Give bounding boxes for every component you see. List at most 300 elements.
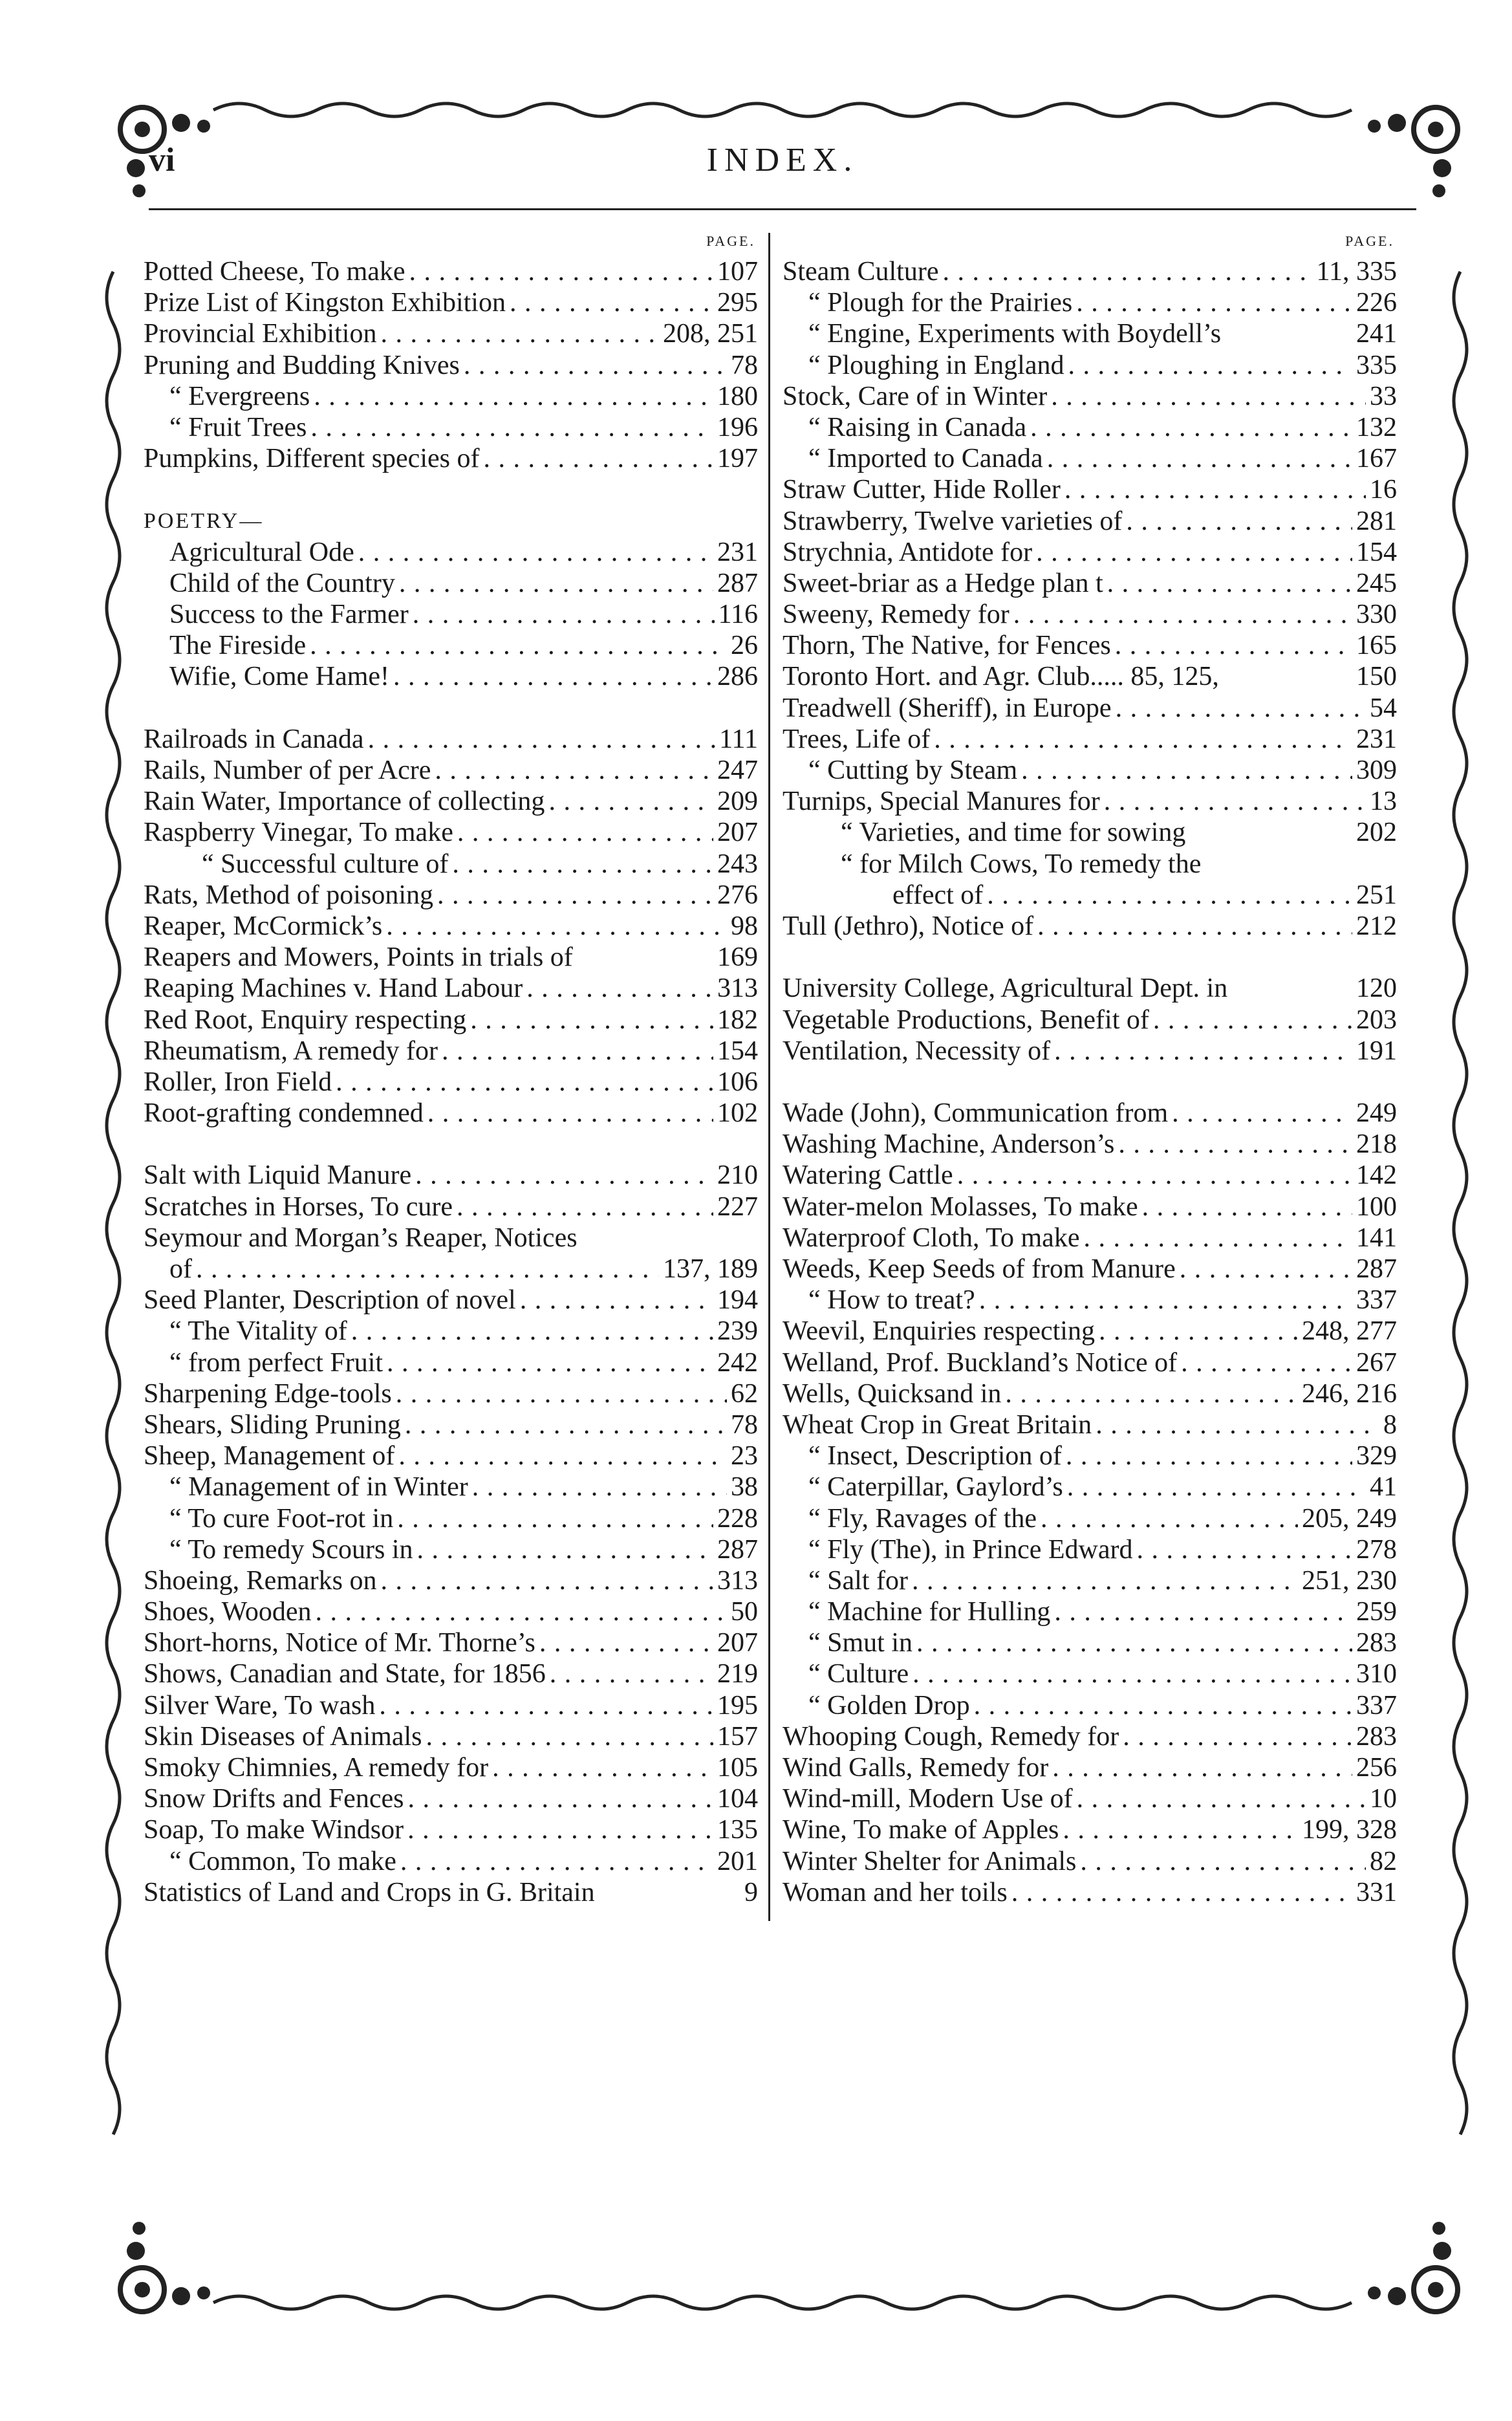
index-entry: [144, 1098, 758, 1129]
entry-page-ref: 104: [717, 1784, 758, 1814]
entry-text: Straw Cutter, Hide Roller: [783, 475, 1061, 505]
index-entry: [783, 1721, 1397, 1752]
entry-text: “ Caterpillar, Gaylord’s: [808, 1472, 1063, 1503]
entry-page-ref: 194: [717, 1285, 758, 1316]
entry-page-ref: 154: [717, 1036, 758, 1066]
entry-page-ref: 208, 251: [663, 319, 758, 349]
index-entry: [144, 287, 758, 318]
leader-dots: [1005, 1378, 1298, 1409]
entry-text: Reapers and Mowers, Points in trials of: [144, 942, 573, 973]
entry-text: Rails, Number of per Acre: [144, 755, 431, 785]
entry-text: Seed Planter, Description of novel: [144, 1285, 516, 1316]
entry-text: “ from perfect Fruit: [169, 1347, 383, 1378]
entry-text: Wind Galls, Remedy for: [783, 1753, 1049, 1783]
leader-dots: [437, 880, 713, 911]
entry-page-ref: 13: [1370, 787, 1397, 817]
entry-text: “ Plough for the Prairies: [808, 288, 1073, 318]
entry-text: Weeds, Keep Seeds of from Manure: [783, 1254, 1176, 1284]
entry-text: University College, Agricultural Dept. in: [783, 973, 1228, 1004]
entry-text: Strychnia, Antidote for: [783, 537, 1033, 567]
entry-text: Washing Machine, Anderson’s: [783, 1129, 1115, 1160]
index-entry: [144, 1347, 758, 1378]
entry-page-ref: 100: [1356, 1191, 1397, 1222]
index-entry: [783, 412, 1397, 443]
leader-dots: [427, 1098, 713, 1129]
index-entry: [783, 1752, 1397, 1783]
entry-page-ref: 212: [1356, 911, 1397, 941]
entry-text: Weevil, Enquiries respecting: [783, 1316, 1095, 1347]
index-entry: [144, 880, 758, 911]
leader-dots: [196, 1254, 659, 1285]
leader-dots: [526, 973, 713, 1004]
leader-dots: [1172, 1098, 1352, 1129]
leader-dots: [407, 1783, 713, 1814]
entry-text: Water-melon Molasses, To make: [783, 1191, 1138, 1222]
entry-text: Salt with Liquid Manure: [144, 1160, 412, 1191]
entry-page-ref: 105: [717, 1753, 758, 1783]
index-entry: [783, 786, 1397, 817]
index-entry: [783, 318, 1397, 349]
leader-dots: [1037, 911, 1352, 942]
entry-page-ref: 137, 189: [663, 1254, 758, 1284]
entry-text: “ The Vitality of: [169, 1316, 347, 1347]
leader-dots: [1083, 1222, 1352, 1254]
entry-text: Root-grafting condemned: [144, 1098, 424, 1129]
entry-text: “ Fly (The), in Prince Edward: [808, 1534, 1133, 1565]
entry-page-ref: 116: [718, 600, 758, 630]
leader-dots: [1080, 1846, 1366, 1877]
entry-text: Welland, Prof. Buckland’s Notice of: [783, 1347, 1178, 1378]
entry-text: “ Cutting by Steam: [808, 755, 1018, 785]
index-entry: [783, 350, 1397, 381]
index-entry: [144, 443, 758, 474]
leader-dots: [1116, 693, 1366, 724]
leader-dots: [1189, 817, 1352, 848]
index-entry: [783, 1004, 1397, 1036]
entry-text: Wind-mill, Modern Use of: [783, 1784, 1073, 1814]
entry-text: Sweet-briar as a Hedge plan t: [783, 568, 1103, 598]
entry-text: Trees, Life of: [783, 724, 931, 754]
leader-dots: [1181, 1347, 1352, 1378]
index-entry: [783, 911, 1397, 942]
entry-page-ref: 205, 249: [1302, 1503, 1397, 1534]
leader-dots: [1118, 1129, 1352, 1160]
leader-dots: [358, 537, 713, 568]
index-entry: [783, 381, 1397, 412]
leader-dots: [310, 630, 727, 661]
leader-dots: [1067, 1471, 1366, 1503]
index-entry: [144, 1036, 758, 1067]
index-entry: [144, 599, 758, 630]
entry-page-ref: 203: [1356, 1004, 1397, 1035]
leader-dots: [1096, 1409, 1379, 1440]
leader-dots: [397, 1503, 713, 1534]
index-entry: [144, 1285, 758, 1316]
leader-dots: [380, 1565, 713, 1596]
index-entry: [144, 1565, 758, 1596]
leader-dots: [415, 1160, 713, 1191]
leader-dots: [916, 1627, 1352, 1658]
leader-dots: [386, 911, 727, 942]
entry-text: Child of the Country: [169, 568, 395, 598]
entry-page-ref: 201: [717, 1846, 758, 1876]
entry-page-ref: 287: [1356, 1254, 1397, 1284]
entry-text: Whooping Cough, Remedy for: [783, 1721, 1119, 1752]
entry-text: The Fireside: [169, 631, 307, 661]
index-entry: [144, 1378, 758, 1409]
entry-text: “ How to treat?: [808, 1285, 975, 1316]
entry-page-ref: 287: [717, 1534, 758, 1565]
index-entry: [144, 1409, 758, 1440]
entry-text: Tull (Jethro), Notice of: [783, 911, 1034, 941]
entry-page-ref: 180: [717, 381, 758, 411]
entry-text: Steam Culture: [783, 257, 939, 287]
leader-dots: [351, 1316, 713, 1347]
leader-dots: [1051, 381, 1366, 412]
index-entry: [783, 1658, 1397, 1689]
index-entry: [783, 1565, 1397, 1596]
entry-page-ref: 313: [717, 973, 758, 1004]
index-entry: [144, 1814, 758, 1845]
index-entry: [783, 1191, 1397, 1222]
entry-page-ref: 154: [1356, 537, 1397, 567]
leader-dots: [550, 1658, 713, 1689]
index-entry: [144, 350, 758, 381]
entry-page-ref: 337: [1356, 1285, 1397, 1316]
entry-page-ref: 150: [1356, 662, 1397, 692]
entry-page-ref: 165: [1356, 631, 1397, 661]
entry-text: Scratches in Horses, To cure: [144, 1191, 453, 1222]
entry-text: of: [169, 1254, 192, 1284]
entry-page-ref: 132: [1356, 412, 1397, 442]
index-entry: [783, 1596, 1397, 1627]
entry-page-ref: 287: [717, 568, 758, 598]
index-entry: [783, 1160, 1397, 1191]
index-entry: [783, 1690, 1397, 1721]
entry-text: “ Common, To make: [169, 1846, 396, 1876]
entry-text: Sharpening Edge-tools: [144, 1378, 392, 1409]
entry-page-ref: 249: [1356, 1098, 1397, 1129]
leader-dots: [492, 1752, 713, 1783]
index-entry: [783, 817, 1397, 848]
entry-page-ref: 248, 277: [1302, 1316, 1397, 1347]
entry-page-ref: 207: [717, 1628, 758, 1658]
entry-page-ref: 141: [1356, 1222, 1397, 1253]
entry-page-ref: 62: [731, 1378, 758, 1409]
index-entry: [144, 1596, 758, 1627]
entry-page-ref: 283: [1356, 1628, 1397, 1658]
leader-dots: [934, 724, 1352, 755]
entry-page-ref: 199, 328: [1302, 1815, 1397, 1845]
entry-text: Shears, Sliding Pruning: [144, 1409, 401, 1440]
entry-page-ref: 309: [1356, 755, 1397, 785]
leader-dots: [548, 786, 713, 817]
leader-dots: [1030, 412, 1352, 443]
leader-dots: [1107, 568, 1352, 599]
entry-text: Soap, To make Windsor: [144, 1815, 404, 1845]
entry-text: “ Successful culture of: [202, 849, 449, 879]
blank-line: [783, 1067, 1397, 1098]
entry-text: Toronto Hort. and Agr. Club..... 85, 125,: [783, 662, 1219, 692]
entry-text: Short-horns, Notice of Mr. Thorne’s: [144, 1628, 535, 1658]
leader-dots: [577, 942, 713, 973]
index-entry: [144, 849, 758, 880]
index-column-left: [144, 233, 758, 1908]
leader-dots: [413, 599, 715, 630]
index-entry: [144, 973, 758, 1004]
entry-page-ref: 246, 216: [1302, 1378, 1397, 1409]
leader-dots: [1052, 1752, 1352, 1783]
leader-dots: [316, 1596, 727, 1627]
entry-page-ref: 251, 230: [1302, 1565, 1397, 1596]
entry-page-ref: 107: [717, 257, 758, 287]
entry-text: Pumpkins, Different species of: [144, 444, 480, 474]
entry-page-ref: 102: [717, 1098, 758, 1129]
index-entry: [144, 1721, 758, 1752]
entry-page-ref: 23: [731, 1441, 758, 1471]
leader-dots: [396, 1378, 727, 1409]
leader-dots: [399, 568, 713, 599]
page-column-label: PAGE.: [706, 233, 755, 249]
index-entry: [783, 1846, 1397, 1877]
entry-text: Railroads in Canada: [144, 724, 364, 754]
entry-page-ref: 167: [1356, 444, 1397, 474]
index-entry: [783, 1222, 1397, 1254]
index-entry: [783, 630, 1397, 661]
index-entry: [783, 880, 1397, 911]
blank-line: [144, 693, 758, 724]
leader-dots: [1021, 755, 1352, 786]
leader-dots: [393, 661, 713, 692]
entry-page-ref: 26: [731, 631, 758, 661]
page-column-label: PAGE.: [1345, 233, 1394, 249]
leader-dots: [1223, 661, 1352, 692]
entry-page-ref: 281: [1356, 506, 1397, 536]
leader-dots: [979, 1285, 1352, 1316]
leader-dots: [1063, 1814, 1298, 1845]
leader-dots: [1054, 1036, 1352, 1067]
index-entry: [144, 256, 758, 287]
leader-dots: [442, 1036, 713, 1067]
entry-page-ref: 50: [731, 1597, 758, 1627]
index-entry: [783, 1471, 1397, 1503]
index-entry: [783, 506, 1397, 537]
entry-page-ref: 78: [731, 350, 758, 380]
leader-dots: [913, 1658, 1352, 1689]
entry-text: “ Fly, Ravages of the: [808, 1503, 1037, 1534]
index-entry: [783, 973, 1397, 1004]
index-entry: [144, 1254, 758, 1285]
entry-page-ref: 33: [1370, 381, 1397, 411]
entry-page-ref: 41: [1370, 1472, 1397, 1503]
leader-dots: [400, 1846, 713, 1877]
entry-text: “ Culture: [808, 1659, 909, 1689]
index-entry: [144, 1067, 758, 1098]
entry-text: Snow Drifts and Fences: [144, 1784, 404, 1814]
leader-dots: [957, 1160, 1352, 1191]
entry-text: Rats, Method of poisoning: [144, 880, 433, 910]
entry-page-ref: 267: [1356, 1347, 1397, 1378]
leader-dots: [1068, 350, 1352, 381]
entry-text: “ Varieties, and time for sowing: [841, 818, 1186, 848]
entry-page-ref: 157: [717, 1721, 758, 1752]
entry-page-ref: 243: [717, 849, 758, 879]
page-header: [149, 141, 1416, 186]
index-entry: [783, 1036, 1397, 1067]
leader-dots: [912, 1565, 1298, 1596]
index-entry: [144, 1471, 758, 1503]
entry-page-ref: 169: [717, 942, 758, 973]
leader-dots: [987, 880, 1352, 911]
leader-dots: [1231, 973, 1352, 1004]
leader-dots: [1126, 506, 1352, 537]
index-entry: [783, 1627, 1397, 1658]
leader-dots: [942, 256, 1312, 287]
entry-page-ref: 295: [717, 288, 758, 318]
index-entry: [783, 1098, 1397, 1129]
leader-dots: [581, 1222, 754, 1254]
index-entry: [144, 412, 758, 443]
index-entry: [783, 755, 1397, 786]
leader-dots: [452, 849, 713, 880]
index-entry: [144, 1222, 758, 1254]
entry-page-ref: 9: [744, 1877, 758, 1907]
entry-page-ref: 16: [1370, 475, 1397, 505]
index-entry: [144, 1627, 758, 1658]
index-entry: [144, 1783, 758, 1814]
index-entry: [783, 693, 1397, 724]
entry-text: Agricultural Ode: [169, 537, 354, 567]
entry-text: Thorn, The Native, for Fences: [783, 631, 1111, 661]
index-entry: [144, 1004, 758, 1036]
index-entry: [783, 1814, 1397, 1845]
entry-page-ref: 82: [1370, 1846, 1397, 1876]
leader-dots: [267, 506, 754, 537]
leader-dots: [1013, 599, 1352, 630]
entry-text: Reaper, McCormick’s: [144, 911, 383, 941]
leader-dots: [1054, 1596, 1352, 1627]
index-entry: [144, 942, 758, 973]
index-entry: [144, 1191, 758, 1222]
index-entry: [783, 1378, 1397, 1409]
leader-dots: [599, 1877, 740, 1908]
entry-page-ref: 231: [1356, 724, 1397, 754]
entry-page-ref: 195: [717, 1690, 758, 1721]
leader-dots: [1123, 1721, 1352, 1752]
entry-page-ref: 54: [1370, 693, 1397, 723]
index-entry: [144, 630, 758, 661]
entry-page-ref: 135: [717, 1815, 758, 1845]
entry-page-ref: 8: [1383, 1409, 1397, 1440]
leader-dots: [1064, 474, 1366, 505]
leader-dots: [435, 755, 713, 786]
entry-page-ref: 106: [717, 1067, 758, 1097]
blank-line: [144, 474, 758, 505]
entry-page-ref: 245: [1356, 568, 1397, 598]
entry-page-ref: 38: [731, 1472, 758, 1503]
entry-text: Watering Cattle: [783, 1160, 953, 1191]
entry-page-ref: 182: [717, 1004, 758, 1035]
index-entry: [783, 1783, 1397, 1814]
leader-dots: [1115, 630, 1352, 661]
entry-page-ref: 218: [1356, 1129, 1397, 1160]
entry-page-ref: 210: [717, 1160, 758, 1191]
entry-text: Waterproof Cloth, To make: [783, 1222, 1080, 1253]
entry-text: “ To cure Foot-rot in: [169, 1503, 394, 1534]
section-heading: [144, 506, 758, 537]
index-entry: [783, 537, 1397, 568]
index-entry: [783, 568, 1397, 599]
index-entry: [783, 1503, 1397, 1534]
entry-text: “ Fruit Trees: [169, 412, 307, 442]
index-entry: [144, 1316, 758, 1347]
leader-dots: [1041, 1503, 1298, 1534]
entry-text: Wheat Crop in Great Britain: [783, 1409, 1092, 1440]
leader-dots: [1077, 1783, 1366, 1814]
entry-page-ref: 228: [717, 1503, 758, 1534]
column-divider: [768, 233, 770, 1921]
leader-dots: [510, 287, 713, 318]
leader-dots: [1142, 1191, 1352, 1222]
header-rule: [149, 208, 1416, 210]
entry-page-ref: 142: [1356, 1160, 1397, 1191]
entry-text: Stock, Care of in Winter: [783, 381, 1048, 411]
entry-page-ref: 329: [1356, 1441, 1397, 1471]
entry-text: “ Raising in Canada: [808, 412, 1027, 442]
leader-dots: [398, 1440, 727, 1471]
entry-text: Wifie, Come Hame!: [169, 662, 390, 692]
entry-page-ref: 241: [1356, 319, 1397, 349]
entry-page-ref: 259: [1356, 1597, 1397, 1627]
entry-text: Turnips, Special Manures for: [783, 787, 1100, 817]
index-entry: [144, 1440, 758, 1471]
entry-page-ref: 256: [1356, 1753, 1397, 1783]
entry-text: Red Root, Enquiry respecting: [144, 1004, 467, 1035]
leader-dots: [1066, 1440, 1352, 1471]
entry-page-ref: 331: [1356, 1877, 1397, 1907]
entry-text: Winter Shelter for Animals: [783, 1846, 1077, 1876]
index-entry: [783, 1409, 1397, 1440]
entry-text: Sheep, Management of: [144, 1441, 395, 1471]
index-entry: [783, 474, 1397, 505]
leader-dots: [1225, 318, 1352, 349]
entry-page-ref: 247: [717, 755, 758, 785]
entry-page-ref: 231: [717, 537, 758, 567]
entry-page-ref: 202: [1356, 818, 1397, 848]
index-entry: [144, 1503, 758, 1534]
entry-page-ref: 10: [1370, 1784, 1397, 1814]
entry-page-ref: 209: [717, 787, 758, 817]
index-entry: [144, 568, 758, 599]
entry-text: Pruning and Budding Knives: [144, 350, 460, 380]
index-entry: [144, 1752, 758, 1783]
leader-dots: [314, 381, 713, 412]
entry-page-ref: 335: [1356, 350, 1397, 380]
leader-dots: [379, 1690, 713, 1721]
entry-text: “ Management of in Winter: [169, 1472, 468, 1503]
entry-text: Skin Diseases of Animals: [144, 1721, 422, 1752]
entry-text: Sweeny, Remedy for: [783, 600, 1010, 630]
index-entry: [144, 318, 758, 349]
leader-dots: [368, 724, 716, 755]
blank-line: [144, 1129, 758, 1160]
entry-text: Wade (John), Communication from: [783, 1098, 1169, 1129]
entry-page-ref: 111: [719, 724, 758, 754]
index-entry: [783, 724, 1397, 755]
index-entry: [783, 661, 1397, 692]
entry-page-ref: 219: [717, 1659, 758, 1689]
entry-text: “ To remedy Scours in: [169, 1534, 413, 1565]
